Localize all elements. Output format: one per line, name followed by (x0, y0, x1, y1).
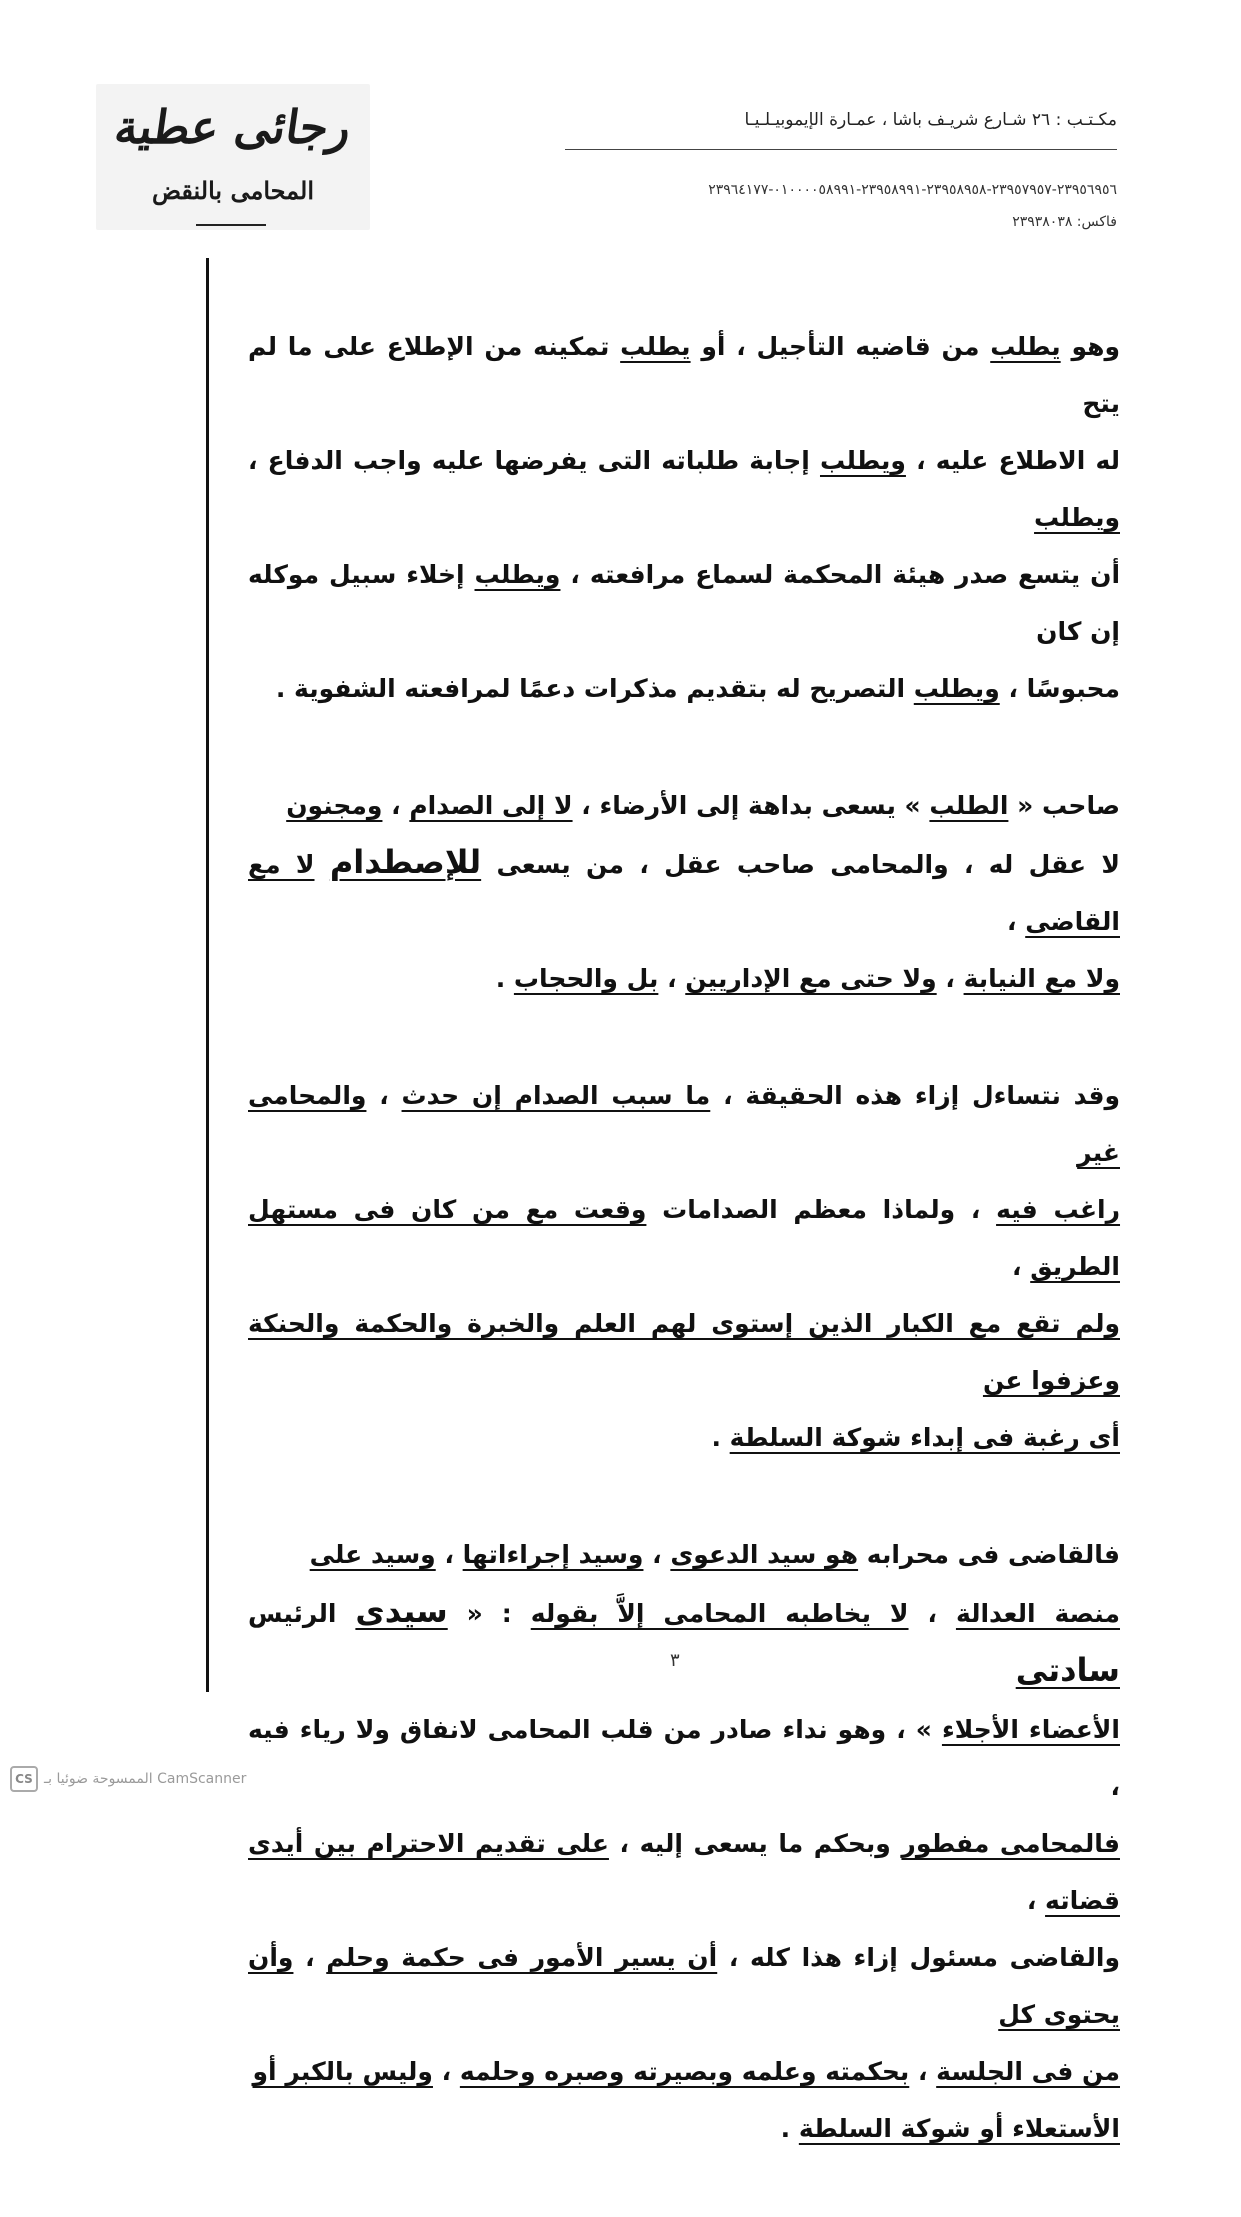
text-run: ، (293, 1943, 327, 1972)
text-run: ، (435, 1540, 463, 1569)
text-line (248, 660, 1120, 717)
text-line (248, 1815, 1120, 1929)
underlined-text: هو سيد الدعوى (670, 1540, 859, 1569)
text-run: ، (382, 791, 410, 820)
text-line (248, 1526, 1120, 1583)
underlined-text: راغب فيه (996, 1195, 1121, 1224)
text-run: صاحب « (1008, 791, 1120, 820)
text-line (248, 1067, 1120, 1181)
emphasized-text: سيدى (355, 1592, 448, 1630)
text-run: . (495, 964, 514, 993)
underlined-text: أى رغبة فى إبداء شوكة السلطة (729, 1423, 1120, 1452)
paragraph-3 (248, 1067, 1120, 1466)
text-run: إخلاء سبيل موكله إن كان (248, 560, 1120, 646)
fax-number: فاكس: ٢٣٩٣٨٠٣٨ (1012, 214, 1117, 230)
logo-title: المحامى بالنقض (152, 176, 314, 205)
text-run: فالقاضى فى محرابه (858, 1540, 1120, 1569)
underlined-text: بل والحجاب (513, 964, 659, 993)
text-run: التصريح له بتقديم مذكرات دعمًا لمرافعته الشفوية . (275, 674, 914, 703)
underlined-text: ولا مع النيابة (963, 964, 1120, 993)
underlined-text: وسيد على (309, 1540, 436, 1569)
text-run: إجابة طلباته التى يفرضها عليه واجب الدفاع ، (248, 446, 820, 475)
text-run: . (711, 1423, 730, 1452)
text-line (248, 1409, 1120, 1466)
underlined-text: والمحامى غير (248, 1081, 1120, 1167)
underlined-text: ومجنون (286, 791, 383, 820)
underlined-text: على تقديم الاحترام بين أيدى قضاته (248, 1829, 1120, 1915)
phone-numbers: ٢٣٩٥٦٩٥٦-٢٣٩٥٧٩٥٧-٢٣٩٥٨٩٥٨-٢٣٩٥٨٩٩١-٠١٠٠٠٠٥٨٩٩١-٢٣٩٦٤١٧٧ (708, 182, 1117, 198)
underlined-text: ولا حتى مع الإداريين (685, 964, 937, 993)
text-line (248, 1181, 1120, 1295)
underlined-text: من فى الجلسة (936, 2057, 1120, 2086)
text-run: ، (908, 1599, 956, 1628)
underlined-text: وقعت مع من كان فى مستهل الطريق (248, 1195, 1120, 1281)
text-line (248, 834, 1120, 950)
underlined-text: الطلب (929, 791, 1009, 820)
header-divider (565, 149, 1117, 150)
underlined-text: لا يخاطبه المحامى إلاَّ بقوله (530, 1599, 909, 1628)
text-run (315, 850, 330, 879)
emphasized-text: سادتى (1015, 1651, 1120, 1689)
camscanner-text: الممسوحة ضوئيا بـ CamScanner (44, 1771, 247, 1787)
text-run: ، ولماذا معظم الصدامات (646, 1195, 997, 1224)
text-run: ، (936, 964, 964, 993)
underlined-text: ولم تقع مع الكبار الذين إستوى لهم العلم والخبرة والحكمة والحنكة وعزفوا عن (248, 1309, 1120, 1395)
text-line (248, 318, 1120, 432)
text-run: وبحكم ما يسعى إليه ، (608, 1829, 902, 1858)
underlined-text: لا مع القاضى (248, 850, 1120, 936)
text-run: : « (447, 1599, 531, 1628)
text-run: وهو (1060, 332, 1120, 361)
text-run: له الاطلاع عليه ، (905, 446, 1120, 475)
underlined-text: ويطلب (1034, 503, 1120, 532)
camscanner-icon: CS (10, 1766, 38, 1792)
text-line (248, 950, 1120, 1007)
text-run: ، (643, 1540, 671, 1569)
text-line (248, 546, 1120, 660)
paragraph-2 (248, 777, 1120, 1007)
paragraph-1 (248, 318, 1120, 717)
margin-rule (206, 258, 209, 1692)
letter-body (248, 318, 1120, 2217)
text-run: ، (1007, 907, 1026, 936)
camscanner-watermark (10, 1766, 246, 1792)
text-run: » يسعى بداهة إلى الأرضاء ، (572, 791, 930, 820)
text-run: . (780, 2114, 799, 2143)
emphasized-text: للإصطدام (329, 843, 482, 881)
text-run: محبوسًا ، (999, 674, 1120, 703)
paragraph-4 (248, 1526, 1120, 2157)
underlined-text: الأستعلاء أو شوكة السلطة (798, 2114, 1120, 2143)
underlined-text: ويطلب (819, 446, 906, 475)
underlined-text: وسيد إجراءاتها (462, 1540, 644, 1569)
underlined-text: الأعضاء الأجلاء (941, 1715, 1120, 1744)
underlined-text: ويطلب (474, 560, 561, 589)
underlined-text: يطلب (620, 332, 691, 361)
text-run: ، (909, 2057, 937, 2086)
underlined-text: أن يسير الأمور فى حكمة وحلم (326, 1943, 718, 1972)
office-address: مكـتـب : ٢٦ شـارع شريـف باشا ، عمـارة الإيموبيـلـيـا (744, 110, 1117, 130)
text-line (248, 1295, 1120, 1409)
logo-underline (196, 224, 266, 226)
text-line (248, 1583, 1120, 1701)
text-run: » ، وهو نداء صادر من قلب المحامى لانفاق ولا رياء فيه ، (248, 1715, 1120, 1801)
underlined-text: منصة العدالة (955, 1599, 1120, 1628)
underlined-text: يطلب (990, 332, 1061, 361)
underlined-text: فالمحامى مفطور (901, 1829, 1120, 1858)
page-number: ٣ (670, 1650, 680, 1671)
text-line (248, 1701, 1120, 1815)
text-line (248, 2100, 1120, 2157)
text-line (248, 777, 1120, 834)
text-run: ، (1026, 1886, 1046, 1915)
underlined-text: لا إلى الصدام (409, 791, 573, 820)
underlined-text: وأن يحتوى كل (248, 1943, 1120, 2029)
text-line (248, 432, 1120, 546)
text-run: من قاضيه التأجيل ، أو (690, 332, 991, 361)
text-run: تمكينه من الإطلاع على ما لم يتح (248, 332, 1120, 418)
underlined-text: بحكمته وعلمه وبصيرته وصبره وحلمه (459, 2057, 910, 2086)
lawyer-logo (96, 84, 370, 230)
text-run: ، (432, 2057, 460, 2086)
underlined-text: ويطلب (913, 674, 1000, 703)
logo-name: رجائى عطية (111, 100, 355, 154)
text-line (248, 1929, 1120, 2043)
text-run: الرئيس (248, 1599, 356, 1628)
text-run: أن يتسع صدر هيئة المحكمة لسماع مرافعته ، (560, 560, 1121, 589)
underlined-text: وليس بالكبر أو (252, 2057, 433, 2086)
text-run: ، (1012, 1252, 1031, 1281)
underlined-text: ما سبب الصدام إن حدث (401, 1081, 711, 1110)
text-run: ، (658, 964, 686, 993)
text-run: لا عقل له ، والمحامى صاحب عقل ، من يسعى (481, 850, 1120, 879)
text-run: ، (366, 1081, 402, 1110)
text-line (248, 2043, 1120, 2100)
text-run: والقاضى مسئول إزاء هذا كله ، (717, 1943, 1120, 1972)
text-run: وقد نتساءل إزاء هذه الحقيقة ، (710, 1081, 1120, 1110)
